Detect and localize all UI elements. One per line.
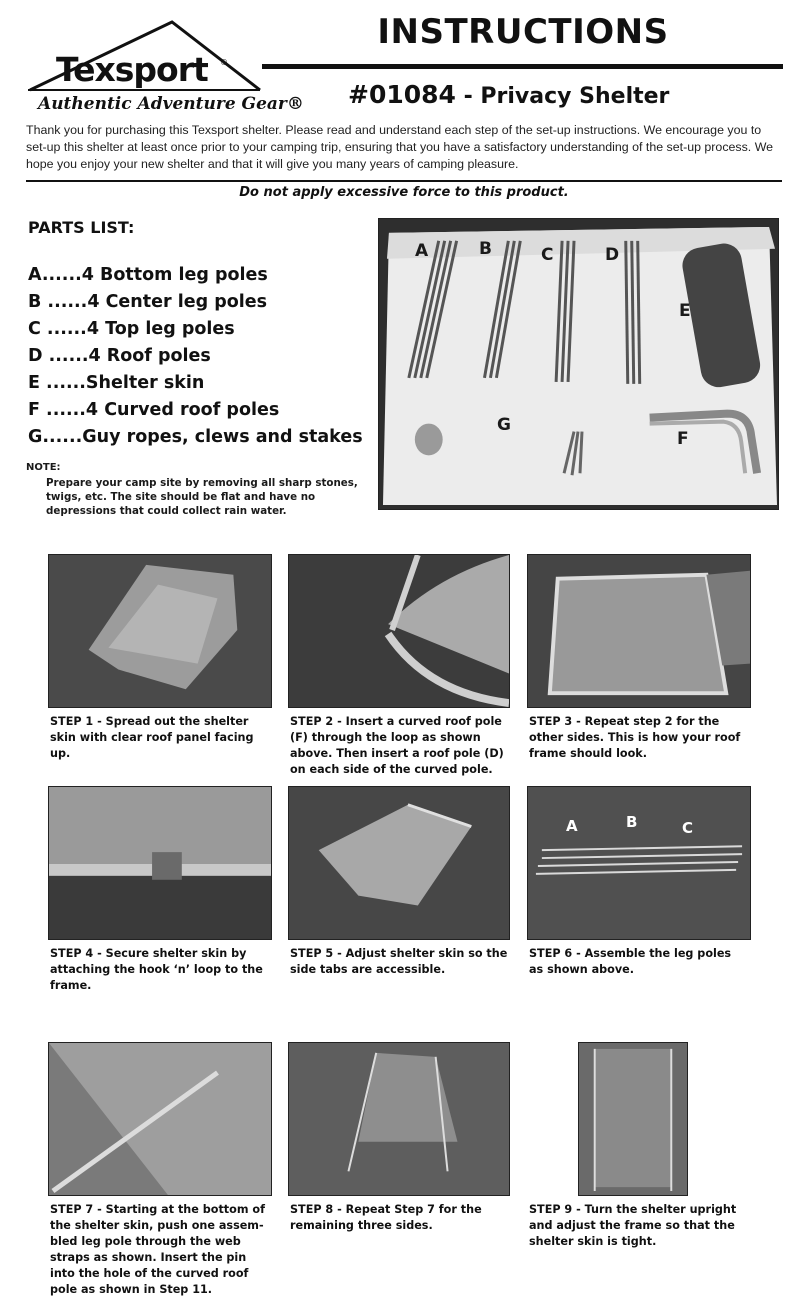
step-9-caption: STEP 9 - Turn the shelter upright and adjust the frame so that the shelter skin is tight.: [529, 1203, 737, 1248]
step-5-caption: STEP 5 - Adjust shelter skin so the side tabs are accessible.: [290, 947, 508, 976]
photo-label: A: [415, 241, 429, 261]
parts-list: [28, 262, 368, 451]
header-rule: [262, 64, 783, 69]
warning-text: Do not apply excessive force to this product.: [239, 185, 569, 200]
photo-label: D: [605, 245, 620, 265]
parts-list-item: B ......4 Center leg poles: [28, 292, 268, 312]
parts-list-item: D ......4 Roof poles: [28, 346, 211, 366]
product-name: - Privacy Shelter: [463, 84, 670, 109]
photo-label: G: [497, 415, 511, 435]
parts-list-title: PARTS LIST:: [28, 218, 135, 237]
note-body: Prepare your camp site by removing all sharp stones, twigs, etc. The site should be flat and have no depressions that could collect rain water.: [46, 477, 358, 517]
page-title: INSTRUCTIONS: [377, 12, 669, 52]
photo-label: E: [679, 301, 691, 321]
step-4-photo: [48, 786, 272, 940]
parts-photo: [378, 218, 779, 510]
product-number: #01084: [348, 80, 456, 109]
step-5-photo: [288, 786, 510, 940]
parts-list-item: C ......4 Top leg poles: [28, 319, 235, 339]
parts-list-item: G......Guy ropes, clews and stakes: [28, 427, 363, 447]
step-2-photo: [288, 554, 510, 708]
texsport-logo: [24, 18, 304, 118]
step-6-caption: STEP 6 - Assemble the leg poles as shown above.: [529, 947, 732, 976]
photo-label: B: [626, 813, 638, 831]
step-8-photo: [288, 1042, 510, 1196]
intro-paragraph: Thank you for purchasing this Texsport shelter. Please read and understand each step of the set-up instructions. We encourage you to set-up this shelter at least once prior to your camping trip, ensuring that you have a satisfactory understanding of the set-up process. We hope you enjoy your new shelter and that it will give you many years of camping pleasure.: [26, 123, 774, 171]
step-8-caption: STEP 8 - Repeat Step 7 for the remaining three sides.: [290, 1203, 482, 1232]
brand-name: Texsport: [56, 50, 208, 89]
step-7-caption: STEP 7 - Starting at the bottom of the shelter skin, push one assem-bled leg pole through the web straps as shown. Insert the pin into the hole of the curved roof pole as shown in Step 11.: [50, 1203, 265, 1296]
step-2-caption: STEP 2 - Insert a curved roof pole (F) through the loop as shown above. Then insert a roof pole (D) on each side of the curved pole.: [290, 715, 504, 776]
photo-label: A: [566, 817, 578, 835]
photo-label: B: [479, 239, 492, 259]
product-heading: [348, 80, 708, 109]
brand-tagline: Authentic Adventure Gear®: [38, 94, 304, 114]
parts-list-item: A......4 Bottom leg poles: [28, 265, 268, 285]
parts-list-item: E ......Shelter skin: [28, 373, 205, 393]
photo-label: C: [682, 819, 694, 837]
photo-label: F: [677, 429, 689, 449]
step-1-photo: [48, 554, 272, 708]
step-3-photo: [527, 554, 751, 708]
step-9-photo: [578, 1042, 688, 1196]
step-1-caption: STEP 1 - Spread out the shelter skin with clear roof panel facing up.: [50, 715, 254, 760]
step-6-photo: [527, 786, 751, 940]
note-title: NOTE:: [26, 462, 61, 473]
parts-list-item: F ......4 Curved roof poles: [28, 400, 280, 420]
step-3-caption: STEP 3 - Repeat step 2 for the other sides. This is how your roof frame should look.: [529, 715, 741, 760]
step-7-photo: [48, 1042, 272, 1196]
photo-label: C: [541, 245, 554, 265]
divider: [26, 180, 782, 182]
step-4-caption: STEP 4 - Secure shelter skin by attaching the hook ‘n’ loop to the frame.: [50, 947, 263, 992]
registered-mark: ®: [220, 58, 228, 67]
